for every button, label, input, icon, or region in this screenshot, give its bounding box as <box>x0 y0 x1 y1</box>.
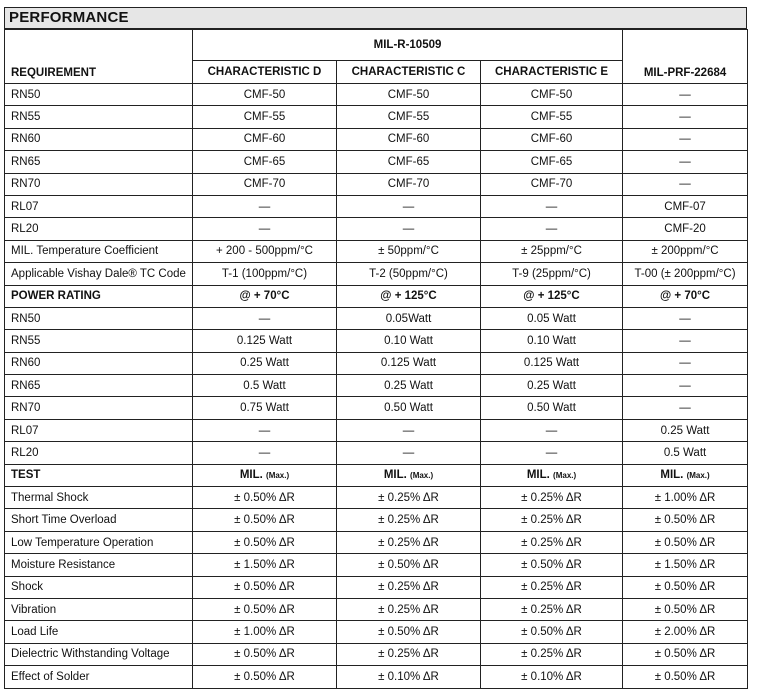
table-cell: ± 25ppm/°C <box>481 240 623 262</box>
table-row <box>5 487 748 509</box>
table-cell <box>193 464 337 486</box>
table-cell: 0.125 Watt <box>481 352 623 374</box>
table-cell: CMF-55 <box>481 106 623 128</box>
table-cell: T-9 (25ppm/°C) <box>481 263 623 285</box>
table-cell: ± 0.10% ΔR <box>481 666 623 688</box>
table-cell: ± 0.50% ΔR <box>193 666 337 688</box>
table-cell: CMF-07 <box>623 195 748 217</box>
table-cell: ± 0.50% ΔR <box>623 576 748 598</box>
header-row-group <box>5 30 748 61</box>
table-cell: ± 0.50% ΔR <box>623 531 748 553</box>
table-cell: T-1 (100ppm/°C) <box>193 263 337 285</box>
row-label: RL07 <box>5 195 193 217</box>
table-cell: ± 0.25% ΔR <box>337 643 481 665</box>
cell-note: (Max.) <box>266 471 290 481</box>
table-row <box>5 509 748 531</box>
table-cell: CMF-65 <box>481 151 623 173</box>
table-row <box>5 666 748 688</box>
column-header-characteristic-e: CHARACTERISTIC E <box>481 61 623 84</box>
table-cell: ± 0.50% ΔR <box>193 531 337 553</box>
table-cell: @ + 125°C <box>481 285 623 307</box>
table-cell: ± 0.50% ΔR <box>337 554 481 576</box>
table-row <box>5 576 748 598</box>
table-cell: 0.125 Watt <box>337 352 481 374</box>
table-cell: ± 0.25% ΔR <box>481 598 623 620</box>
row-label: RL20 <box>5 442 193 464</box>
performance-table-section <box>4 7 747 689</box>
table-cell: ± 0.50% ΔR <box>193 643 337 665</box>
table-cell: CMF-70 <box>193 173 337 195</box>
table-cell: @ + 70°C <box>623 285 748 307</box>
table-cell: ± 0.25% ΔR <box>337 487 481 509</box>
table-cell: 0.5 Watt <box>623 442 748 464</box>
table-cell: CMF-60 <box>193 128 337 150</box>
table-cell: CMF-70 <box>337 173 481 195</box>
table-cell <box>337 464 481 486</box>
table-cell: ± 0.50% ΔR <box>481 621 623 643</box>
row-label: RN70 <box>5 173 193 195</box>
table-cell: ± 200ppm/°C <box>623 240 748 262</box>
table-row <box>5 419 748 441</box>
table-cell: ± 0.50% ΔR <box>337 621 481 643</box>
cell-note: (Max.) <box>686 471 710 481</box>
table-cell: 0.25 Watt <box>337 375 481 397</box>
table-row <box>5 240 748 262</box>
table-row <box>5 307 748 329</box>
table-cell: 0.5 Watt <box>193 375 337 397</box>
table-cell: ± 0.50% ΔR <box>623 598 748 620</box>
table-cell: CMF-65 <box>193 151 337 173</box>
table-cell: — <box>193 218 337 240</box>
cell-note: (Max.) <box>410 471 434 481</box>
column-header-mil-prf-22684: MIL-PRF-22684 <box>623 30 748 84</box>
table-cell: ± 0.50% ΔR <box>193 509 337 531</box>
column-header-characteristic-d: CHARACTERISTIC D <box>193 61 337 84</box>
table-row <box>5 643 748 665</box>
table-cell: CMF-60 <box>481 128 623 150</box>
row-label: POWER RATING <box>5 285 193 307</box>
row-label: Vibration <box>5 598 193 620</box>
row-label: RN55 <box>5 330 193 352</box>
performance-table <box>4 29 748 689</box>
table-row <box>5 621 748 643</box>
table-cell: CMF-50 <box>337 84 481 106</box>
table-row <box>5 218 748 240</box>
table-row <box>5 285 748 307</box>
table-cell: — <box>623 330 748 352</box>
row-label: Thermal Shock <box>5 487 193 509</box>
table-cell: CMF-60 <box>337 128 481 150</box>
table-cell: — <box>623 352 748 374</box>
row-label: Effect of Solder <box>5 666 193 688</box>
requirement-header: REQUIREMENT <box>5 30 193 84</box>
table-cell: ± 0.25% ΔR <box>481 576 623 598</box>
row-label: Dielectric Withstanding Voltage <box>5 643 193 665</box>
table-cell: ± 0.10% ΔR <box>337 666 481 688</box>
table-cell <box>481 464 623 486</box>
table-row <box>5 554 748 576</box>
row-label: Shock <box>5 576 193 598</box>
section-title: PERFORMANCE <box>4 7 747 29</box>
table-cell <box>623 464 748 486</box>
table-row <box>5 442 748 464</box>
table-cell: + 200 - 500ppm/°C <box>193 240 337 262</box>
table-row <box>5 84 748 106</box>
table-row <box>5 263 748 285</box>
table-cell: CMF-70 <box>481 173 623 195</box>
table-cell: ± 0.50% ΔR <box>193 576 337 598</box>
table-cell: ± 1.00% ΔR <box>623 487 748 509</box>
table-cell: — <box>481 419 623 441</box>
table-cell: — <box>481 218 623 240</box>
table-cell: — <box>623 307 748 329</box>
table-cell: ± 50ppm/°C <box>337 240 481 262</box>
table-cell: ± 0.25% ΔR <box>337 509 481 531</box>
table-cell: 0.05Watt <box>337 307 481 329</box>
table-row <box>5 598 748 620</box>
table-cell: 0.10 Watt <box>481 330 623 352</box>
row-label: TEST <box>5 464 193 486</box>
table-cell: — <box>481 442 623 464</box>
table-cell: — <box>623 151 748 173</box>
table-cell: CMF-50 <box>193 84 337 106</box>
table-cell: T-00 (± 200ppm/°C) <box>623 263 748 285</box>
table-cell: ± 0.25% ΔR <box>481 531 623 553</box>
table-cell: — <box>623 173 748 195</box>
table-row <box>5 397 748 419</box>
table-cell: — <box>337 442 481 464</box>
row-label: Short Time Overload <box>5 509 193 531</box>
row-label: RL07 <box>5 419 193 441</box>
row-label: RN50 <box>5 307 193 329</box>
table-cell: ± 0.50% ΔR <box>623 509 748 531</box>
table-cell: @ + 70°C <box>193 285 337 307</box>
cell-label: MIL. <box>660 469 684 482</box>
row-label: Load Life <box>5 621 193 643</box>
table-cell: 0.50 Watt <box>337 397 481 419</box>
table-cell: — <box>337 419 481 441</box>
table-cell: 0.10 Watt <box>337 330 481 352</box>
row-label: RN60 <box>5 352 193 374</box>
table-cell: ± 1.50% ΔR <box>193 554 337 576</box>
row-label: Low Temperature Operation <box>5 531 193 553</box>
row-label: RN65 <box>5 375 193 397</box>
cell-note: (Max.) <box>553 471 577 481</box>
table-row <box>5 173 748 195</box>
table-cell: — <box>623 106 748 128</box>
table-cell: ± 0.50% ΔR <box>623 643 748 665</box>
table-cell: ± 0.50% ΔR <box>193 598 337 620</box>
table-cell: — <box>623 84 748 106</box>
cell-label: MIL. <box>383 469 407 482</box>
table-row <box>5 375 748 397</box>
table-row <box>5 106 748 128</box>
table-cell: @ + 125°C <box>337 285 481 307</box>
table-cell: — <box>481 195 623 217</box>
table-row <box>5 128 748 150</box>
mil-r-10509-group-header: MIL-R-10509 <box>193 30 623 61</box>
cell-label: MIL. <box>239 469 263 482</box>
row-label: MIL. Temperature Coefficient <box>5 240 193 262</box>
row-label: RN50 <box>5 84 193 106</box>
table-cell: ± 1.00% ΔR <box>193 621 337 643</box>
table-cell: ± 1.50% ΔR <box>623 554 748 576</box>
table-cell: — <box>623 375 748 397</box>
table-cell: — <box>193 419 337 441</box>
table-cell: — <box>193 195 337 217</box>
row-label: RN55 <box>5 106 193 128</box>
table-cell: 0.50 Watt <box>481 397 623 419</box>
table-cell: 0.25 Watt <box>193 352 337 374</box>
table-cell: ± 0.25% ΔR <box>481 509 623 531</box>
column-header-characteristic-c: CHARACTERISTIC C <box>337 61 481 84</box>
row-label: RN70 <box>5 397 193 419</box>
table-cell: ± 0.25% ΔR <box>481 487 623 509</box>
table-row <box>5 330 748 352</box>
table-cell: — <box>193 307 337 329</box>
cell-label: MIL. <box>526 469 550 482</box>
table-cell: — <box>337 218 481 240</box>
table-cell: CMF-55 <box>337 106 481 128</box>
table-cell: 0.05 Watt <box>481 307 623 329</box>
table-row <box>5 464 748 486</box>
table-cell: CMF-20 <box>623 218 748 240</box>
table-cell: — <box>337 195 481 217</box>
table-cell: ± 0.25% ΔR <box>337 576 481 598</box>
table-row <box>5 531 748 553</box>
table-cell: 0.25 Watt <box>623 419 748 441</box>
table-row <box>5 352 748 374</box>
table-cell: ± 0.50% ΔR <box>193 487 337 509</box>
table-cell: ± 0.25% ΔR <box>481 643 623 665</box>
table-cell: ± 0.25% ΔR <box>337 531 481 553</box>
table-cell: ± 0.50% ΔR <box>623 666 748 688</box>
table-cell: — <box>193 442 337 464</box>
table-row <box>5 151 748 173</box>
table-row <box>5 195 748 217</box>
row-label: RN65 <box>5 151 193 173</box>
row-label: RN60 <box>5 128 193 150</box>
table-cell: ± 2.00% ΔR <box>623 621 748 643</box>
row-label: Applicable Vishay Dale® TC Code <box>5 263 193 285</box>
table-cell: CMF-50 <box>481 84 623 106</box>
table-cell: — <box>623 128 748 150</box>
table-cell: CMF-65 <box>337 151 481 173</box>
table-cell: CMF-55 <box>193 106 337 128</box>
table-cell: ± 0.50% ΔR <box>481 554 623 576</box>
table-cell: — <box>623 397 748 419</box>
row-label: Moisture Resistance <box>5 554 193 576</box>
table-cell: 0.25 Watt <box>481 375 623 397</box>
table-cell: ± 0.25% ΔR <box>337 598 481 620</box>
table-cell: 0.125 Watt <box>193 330 337 352</box>
row-label: RL20 <box>5 218 193 240</box>
table-cell: 0.75 Watt <box>193 397 337 419</box>
table-cell: T-2 (50ppm/°C) <box>337 263 481 285</box>
